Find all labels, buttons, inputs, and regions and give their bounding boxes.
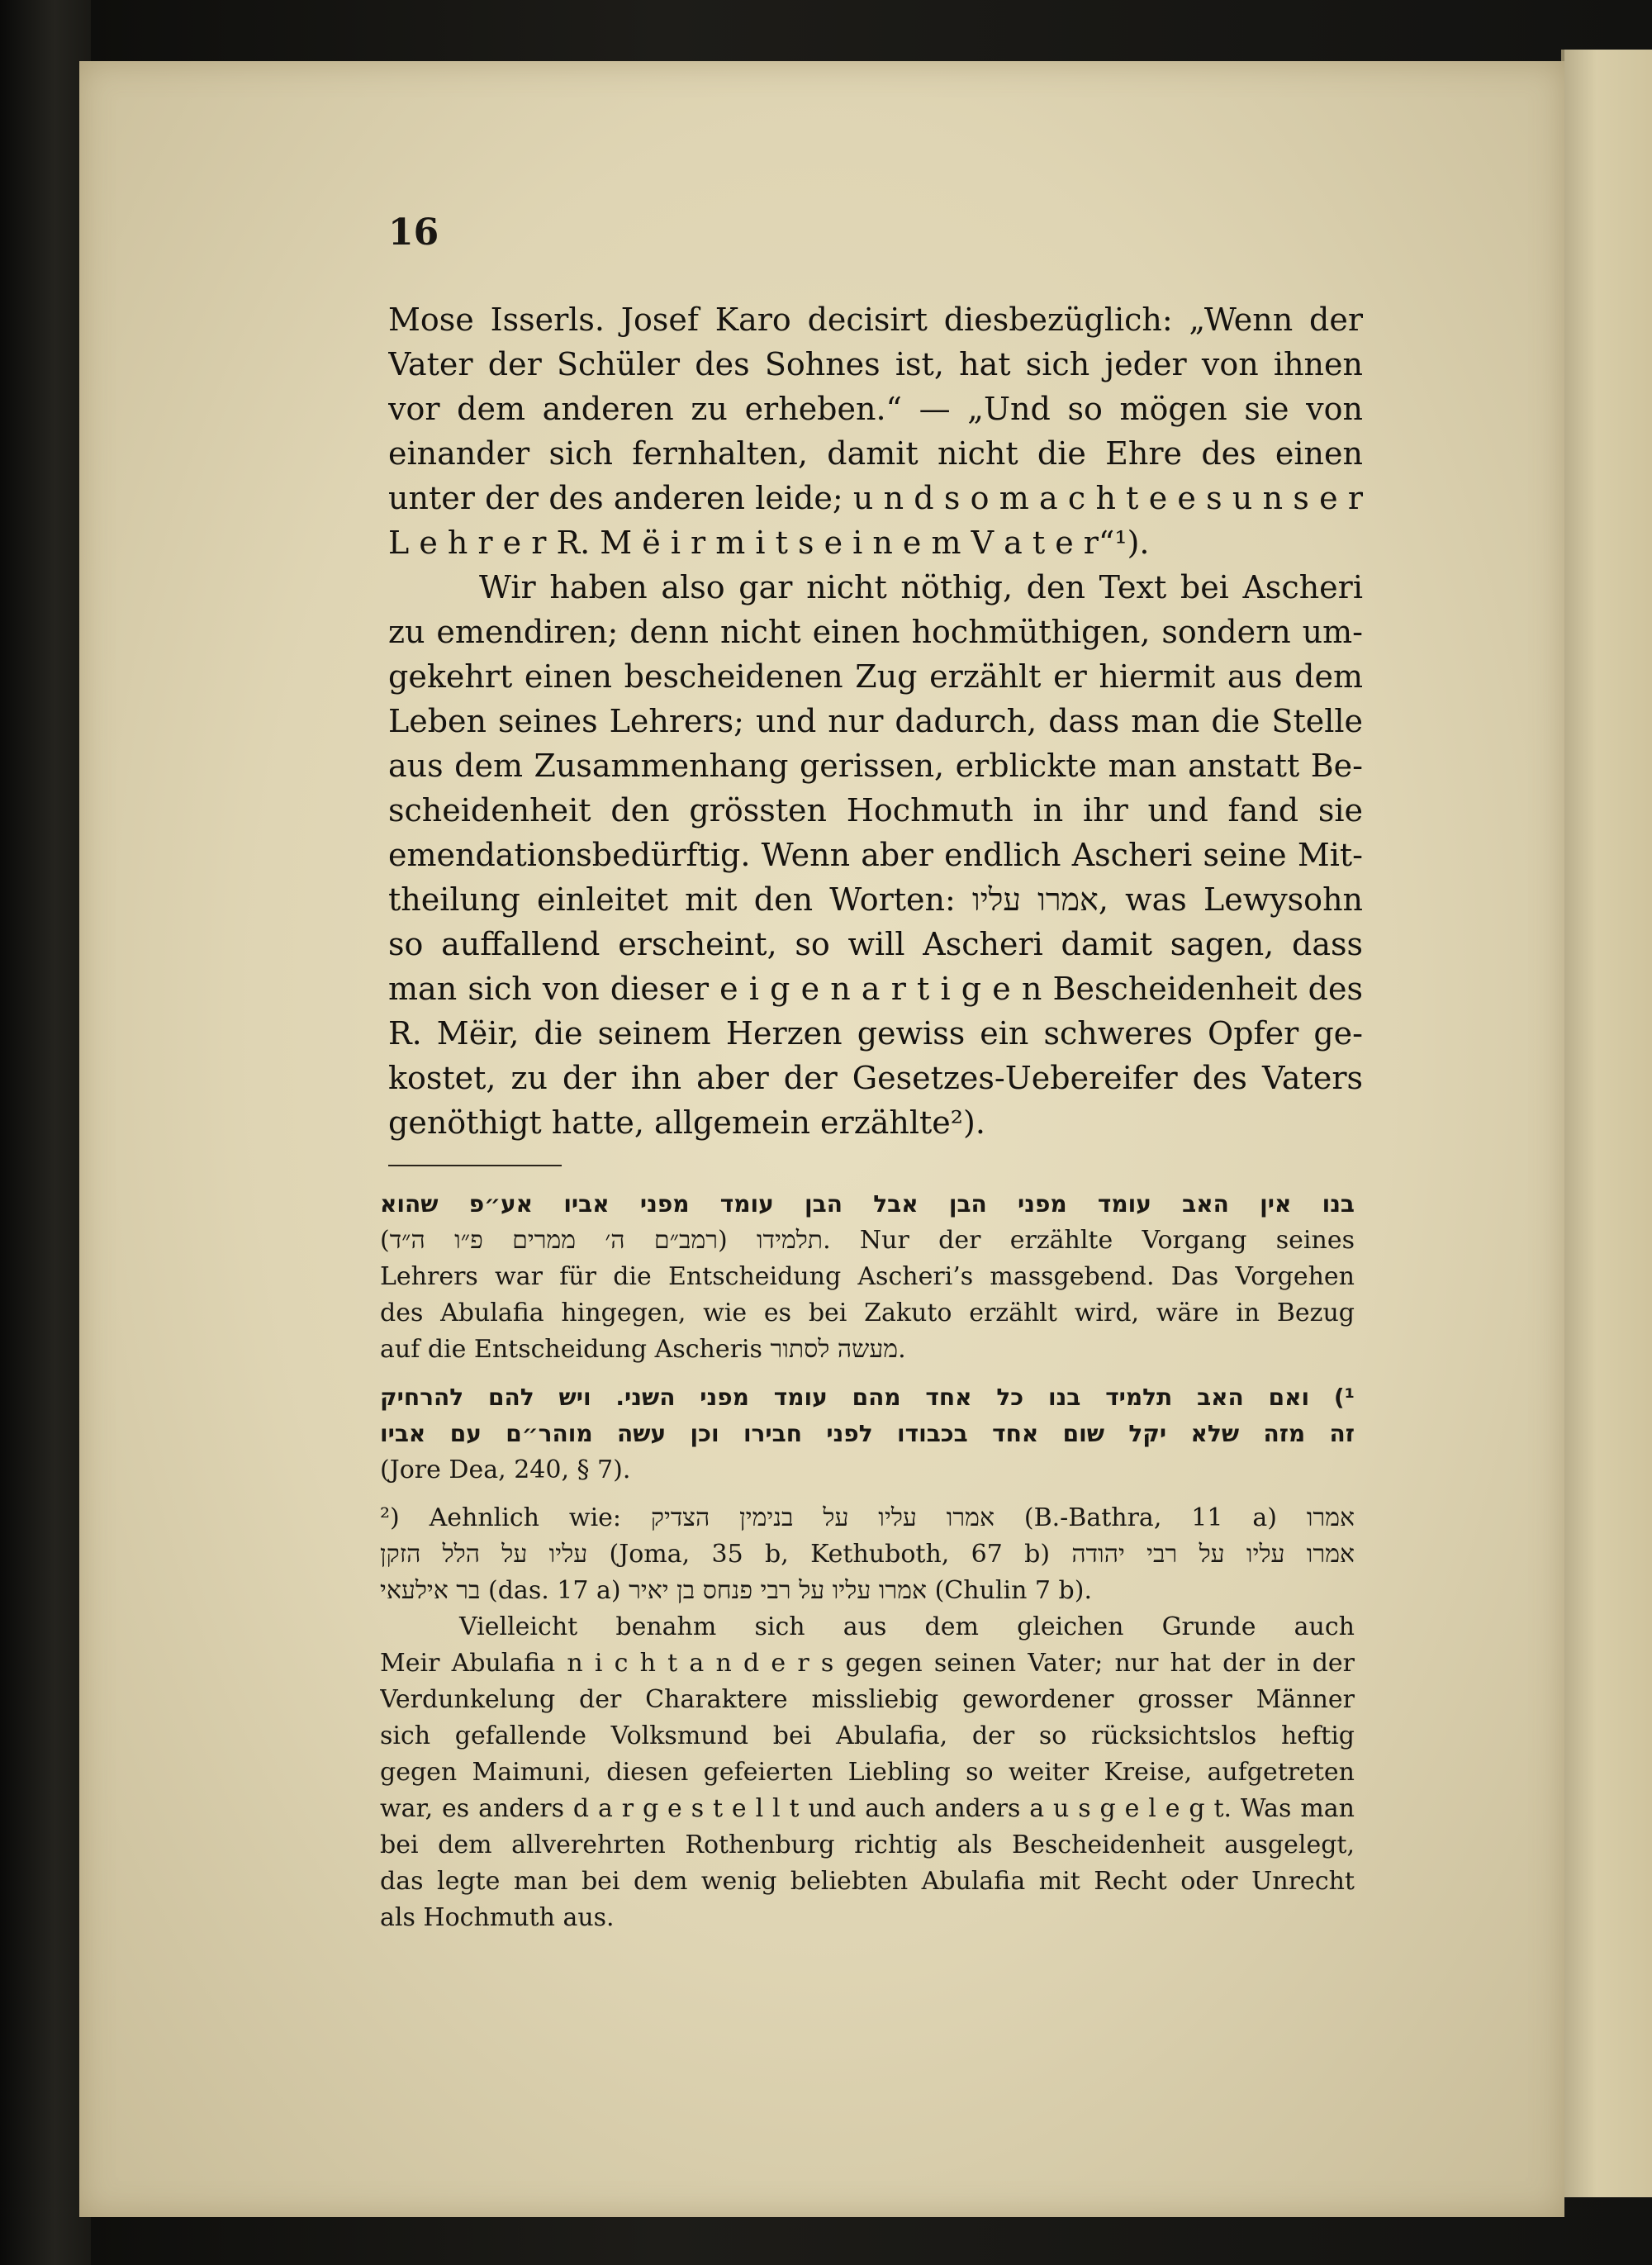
- footnote-line: Lehrers war für die Entscheidung Ascheri’s massgebend. Das Vorgehen: [380, 1262, 1355, 1291]
- text-line: vor dem anderen zu erheben.“ — „Und so mögen sie von: [388, 391, 1363, 427]
- text-line: Leben seines Lehrers; und nur dadurch, dass man die Stelle: [388, 703, 1363, 739]
- text-line: so auffallend erscheint, so will Ascheri damit sagen, dass: [388, 926, 1363, 962]
- footnote-line: בר אילעאי (das. 17 a) אמרו עליו על רבי פנחס בן יאיר (Chulin 7 b).: [380, 1576, 1092, 1605]
- footnote-line: Vielleicht benahm sich aus dem gleichen Grunde auch: [459, 1612, 1355, 1641]
- footnote-line: war, es anders d a r g e s t e l l t und auch anders a u s g e l e g t. Was man: [380, 1794, 1355, 1823]
- footnote-line: sich gefallende Volksmund bei Abulafia, der so rücksichtslos heftig: [380, 1721, 1355, 1750]
- text-line: Vater der Schüler des Sohnes ist, hat sich jeder von ihnen: [388, 346, 1363, 382]
- footnote-line: עליו על הלל הזקן (Joma, 35 b, Kethuboth, 67 b) אמרו עליו על רבי יהודה: [380, 1540, 1355, 1569]
- text-line: Wir haben also gar nicht nöthig, den Text bei Ascheri: [479, 569, 1363, 605]
- footnote-line: das legte man bei dem wenig beliebten Abulafia mit Recht oder Unrecht: [380, 1867, 1355, 1896]
- adjacent-page-edge: [1561, 50, 1652, 2197]
- text-line: kostet, zu der ihn aber der Gesetzes-Uebereifer des Vaters: [388, 1060, 1363, 1096]
- text-line: unter der des anderen leide; u n d s o m a c h t e e s u n s e r: [388, 480, 1363, 516]
- footnote-line: תלמידו (רמב״ם ה׳ ממרים פ״ו ה״ד). Nur der erzählte Vorgang seines: [380, 1226, 1355, 1255]
- footnote-line: gegen Maimuni, diesen gefeierten Liebling so weiter Kreise, aufgetreten: [380, 1758, 1355, 1787]
- footnote-divider: [388, 1165, 562, 1166]
- footnote-line: Verdunkelung der Charaktere missliebig gewordener grosser Männer: [380, 1685, 1355, 1714]
- text-line: man sich von dieser e i g e n a r t i g e n Bescheidenheit des: [388, 971, 1363, 1007]
- text-line: zu emendiren; denn nicht einen hochmüthigen, sondern um-: [388, 614, 1363, 650]
- text-line: emendationsbedürftig. Wenn aber endlich Ascheri seine Mit-: [388, 837, 1363, 873]
- footnote-line: Meir Abulafia n i c h t a n d e r s gegen seinen Vater; nur hat der in der: [380, 1649, 1355, 1678]
- footnote-line: des Abulafia hingegen, wie es bei Zakuto erzählt wird, wäre in Bezug: [380, 1299, 1355, 1327]
- footnote-line: זה מזה שלא יקל שום אחד בכבודו לפני חבירו וכן עשה מוהר״ם עם אביו: [380, 1420, 1355, 1447]
- text-line: L e h r e r R. M ë i r m i t s e i n e m V a t e r“¹).: [388, 525, 1150, 561]
- footnote-line: בנו אין האב עומד מפני הבן אבל הבן עומד מפני אביו אע״פ שהוא: [380, 1190, 1355, 1218]
- text-line: R. Mëir, die seinem Herzen gewiss ein schweres Opfer ge-: [388, 1015, 1363, 1052]
- text-line: einander sich fernhalten, damit nicht die Ehre des einen: [388, 435, 1363, 472]
- footnote-line: bei dem allverehrten Rothenburg richtig als Bescheidenheit ausgelegt,: [380, 1831, 1355, 1859]
- footnotes-block: [380, 1186, 1355, 1936]
- footnote-line: als Hochmuth aus.: [380, 1903, 615, 1932]
- text-line: scheidenheit den grössten Hochmuth in ihr und fand sie: [388, 792, 1363, 829]
- text-line: gekehrt einen bescheidenen Zug erzählt er hiermit aus dem: [388, 658, 1363, 695]
- book-spine-edge: [0, 0, 91, 2265]
- text-line: genöthigt hatte, allgemein erzählte²).: [388, 1104, 985, 1141]
- footnote-line: ¹) ואם האב תלמיד בנו כל אחד מהם עומד מפני השני. ויש להם להרחיק: [380, 1384, 1355, 1411]
- text-line: Mose Isserls. Josef Karo decisirt diesbezüglich: „Wenn der: [388, 302, 1363, 338]
- text-line: aus dem Zusammenhang gerissen, erblickte man anstatt Be-: [388, 748, 1363, 784]
- page-number: 16: [388, 211, 439, 254]
- footnote-line: auf die Entscheidung Ascheris מעשה לסתור.: [380, 1335, 906, 1364]
- main-text-block: [388, 297, 1363, 1145]
- footnote-line: (Jore Dea, 240, § 7).: [380, 1455, 631, 1484]
- footnote-line: ²) Aehnlich wie: אמרו עליו על בנימין הצדיק (B.-Bathra, 11 a) אמרו: [380, 1503, 1355, 1532]
- text-line: theilung einleitet mit den Worten: אמרו עליו, was Lewysohn: [388, 881, 1363, 918]
